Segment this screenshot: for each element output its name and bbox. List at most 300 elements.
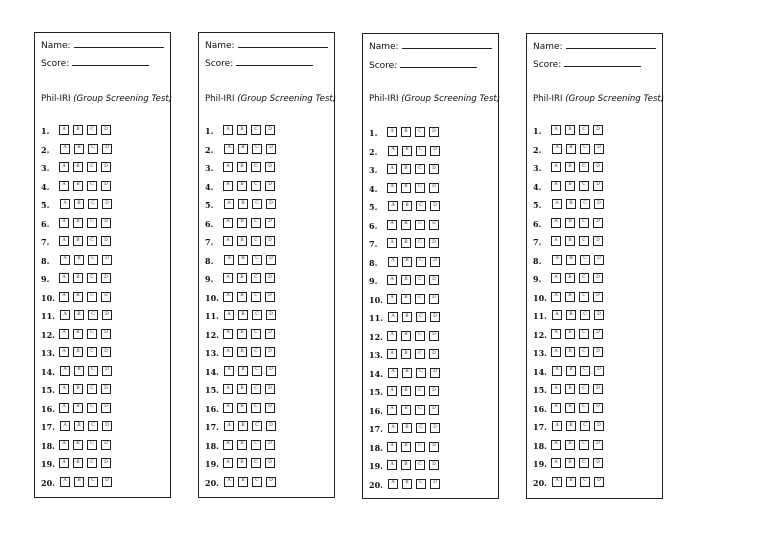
choice-bubble[interactable]: C xyxy=(580,366,590,376)
choice-bubble[interactable]: B xyxy=(73,181,83,191)
name-field[interactable] xyxy=(533,40,656,52)
choice-bubble[interactable]: C xyxy=(251,273,261,283)
choice-bubble[interactable]: C xyxy=(251,384,261,394)
score-field[interactable] xyxy=(369,59,477,71)
choice-bubble[interactable]: C xyxy=(251,236,261,246)
choice-bubble[interactable]: C xyxy=(87,384,97,394)
choice-bubble[interactable]: C xyxy=(251,440,261,450)
choice-bubble[interactable]: A xyxy=(224,310,234,320)
name-blank[interactable] xyxy=(402,40,492,49)
choice-bubble[interactable]: D xyxy=(593,292,603,302)
choice-bubble[interactable]: D xyxy=(593,181,603,191)
choice-bubble[interactable]: A xyxy=(223,329,233,339)
choice-bubble[interactable]: A xyxy=(551,181,561,191)
choice-bubble[interactable]: A xyxy=(551,218,561,228)
choice-bubble[interactable]: B xyxy=(237,292,247,302)
choice-bubble[interactable]: B xyxy=(401,460,411,470)
choice-bubble[interactable]: B xyxy=(402,368,412,378)
choice-bubble[interactable]: A xyxy=(388,312,398,322)
choice-bubble[interactable]: B xyxy=(401,183,411,193)
choice-bubble[interactable]: A xyxy=(223,292,233,302)
choice-bubble[interactable]: D xyxy=(101,347,111,357)
choice-bubble[interactable]: C xyxy=(415,127,425,137)
choice-bubble[interactable]: D xyxy=(429,386,439,396)
choice-bubble[interactable]: B xyxy=(565,384,575,394)
choice-bubble[interactable]: D xyxy=(593,273,603,283)
name-field[interactable] xyxy=(205,39,328,51)
choice-bubble[interactable]: B xyxy=(565,458,575,468)
choice-bubble[interactable]: A xyxy=(388,201,398,211)
choice-bubble[interactable]: C xyxy=(252,144,262,154)
choice-bubble[interactable]: D xyxy=(266,199,276,209)
choice-bubble[interactable]: C xyxy=(415,238,425,248)
choice-bubble[interactable]: B xyxy=(402,312,412,322)
score-field[interactable] xyxy=(205,57,313,69)
choice-bubble[interactable]: C xyxy=(580,199,590,209)
choice-bubble[interactable]: B xyxy=(237,162,247,172)
choice-bubble[interactable]: A xyxy=(387,238,397,248)
choice-bubble[interactable]: D xyxy=(429,275,439,285)
choice-bubble[interactable]: A xyxy=(223,125,233,135)
choice-bubble[interactable]: C xyxy=(415,220,425,230)
choice-bubble[interactable]: C xyxy=(415,164,425,174)
choice-bubble[interactable]: D xyxy=(594,144,604,154)
choice-bubble[interactable]: A xyxy=(224,477,234,487)
choice-bubble[interactable]: A xyxy=(60,477,70,487)
choice-bubble[interactable]: D xyxy=(266,366,276,376)
choice-bubble[interactable]: B xyxy=(565,347,575,357)
choice-bubble[interactable]: B xyxy=(401,331,411,341)
choice-bubble[interactable]: A xyxy=(60,199,70,209)
score-blank[interactable] xyxy=(564,58,641,67)
choice-bubble[interactable]: A xyxy=(387,127,397,137)
choice-bubble[interactable]: B xyxy=(238,144,248,154)
name-blank[interactable] xyxy=(74,39,164,48)
choice-bubble[interactable]: A xyxy=(551,292,561,302)
choice-bubble[interactable]: B xyxy=(238,421,248,431)
choice-bubble[interactable]: B xyxy=(73,273,83,283)
choice-bubble[interactable]: D xyxy=(593,162,603,172)
choice-bubble[interactable]: A xyxy=(387,164,397,174)
choice-bubble[interactable]: A xyxy=(223,218,233,228)
choice-bubble[interactable]: A xyxy=(223,181,233,191)
choice-bubble[interactable]: A xyxy=(551,162,561,172)
name-blank[interactable] xyxy=(566,40,656,49)
choice-bubble[interactable]: D xyxy=(430,146,440,156)
choice-bubble[interactable]: A xyxy=(552,366,562,376)
choice-bubble[interactable]: B xyxy=(401,349,411,359)
choice-bubble[interactable]: D xyxy=(101,384,111,394)
choice-bubble[interactable]: A xyxy=(387,405,397,415)
choice-bubble[interactable]: B xyxy=(237,273,247,283)
choice-bubble[interactable]: A xyxy=(59,384,69,394)
name-field[interactable] xyxy=(369,40,492,52)
choice-bubble[interactable]: A xyxy=(224,421,234,431)
choice-bubble[interactable]: A xyxy=(551,440,561,450)
choice-bubble[interactable]: D xyxy=(265,458,275,468)
score-blank[interactable] xyxy=(72,57,149,66)
choice-bubble[interactable]: D xyxy=(265,273,275,283)
choice-bubble[interactable]: D xyxy=(593,458,603,468)
choice-bubble[interactable]: B xyxy=(74,366,84,376)
choice-bubble[interactable]: D xyxy=(594,477,604,487)
choice-bubble[interactable]: D xyxy=(593,347,603,357)
choice-bubble[interactable]: A xyxy=(223,384,233,394)
choice-bubble[interactable]: D xyxy=(429,405,439,415)
choice-bubble[interactable]: B xyxy=(73,384,83,394)
choice-bubble[interactable]: A xyxy=(60,255,70,265)
choice-bubble[interactable]: A xyxy=(552,477,562,487)
choice-bubble[interactable]: D xyxy=(101,458,111,468)
choice-bubble[interactable]: D xyxy=(102,477,112,487)
choice-bubble[interactable]: C xyxy=(415,183,425,193)
choice-bubble[interactable]: D xyxy=(430,257,440,267)
choice-bubble[interactable]: D xyxy=(101,440,111,450)
choice-bubble[interactable]: B xyxy=(566,144,576,154)
choice-bubble[interactable]: B xyxy=(401,294,411,304)
choice-bubble[interactable]: D xyxy=(265,218,275,228)
choice-bubble[interactable]: B xyxy=(73,347,83,357)
name-field[interactable] xyxy=(41,39,164,51)
choice-bubble[interactable]: C xyxy=(87,292,97,302)
name-blank[interactable] xyxy=(238,39,328,48)
choice-bubble[interactable]: B xyxy=(238,255,248,265)
choice-bubble[interactable]: B xyxy=(401,275,411,285)
choice-bubble[interactable]: B xyxy=(74,310,84,320)
choice-bubble[interactable]: A xyxy=(552,199,562,209)
choice-bubble[interactable]: A xyxy=(59,181,69,191)
choice-bubble[interactable]: C xyxy=(580,310,590,320)
choice-bubble[interactable]: C xyxy=(87,347,97,357)
choice-bubble[interactable]: C xyxy=(87,181,97,191)
choice-bubble[interactable]: B xyxy=(402,201,412,211)
choice-bubble[interactable]: C xyxy=(87,329,97,339)
choice-bubble[interactable]: C xyxy=(416,257,426,267)
choice-bubble[interactable]: B xyxy=(401,220,411,230)
choice-bubble[interactable]: D xyxy=(102,255,112,265)
choice-bubble[interactable]: A xyxy=(223,458,233,468)
choice-bubble[interactable]: A xyxy=(60,144,70,154)
choice-bubble[interactable]: B xyxy=(238,366,248,376)
choice-bubble[interactable]: A xyxy=(551,273,561,283)
score-field[interactable] xyxy=(533,58,641,70)
choice-bubble[interactable]: D xyxy=(102,366,112,376)
choice-bubble[interactable]: B xyxy=(73,329,83,339)
choice-bubble[interactable]: B xyxy=(73,403,83,413)
choice-bubble[interactable]: D xyxy=(594,199,604,209)
choice-bubble[interactable]: A xyxy=(223,347,233,357)
choice-bubble[interactable]: C xyxy=(88,366,98,376)
choice-bubble[interactable]: C xyxy=(415,442,425,452)
choice-bubble[interactable]: B xyxy=(565,218,575,228)
choice-bubble[interactable]: D xyxy=(266,144,276,154)
choice-bubble[interactable]: D xyxy=(101,162,111,172)
choice-bubble[interactable]: D xyxy=(593,384,603,394)
choice-bubble[interactable]: B xyxy=(566,199,576,209)
choice-bubble[interactable]: B xyxy=(237,329,247,339)
choice-bubble[interactable]: D xyxy=(101,403,111,413)
choice-bubble[interactable]: B xyxy=(566,421,576,431)
choice-bubble[interactable]: C xyxy=(579,292,589,302)
choice-bubble[interactable]: B xyxy=(237,347,247,357)
choice-bubble[interactable]: C xyxy=(88,144,98,154)
choice-bubble[interactable]: B xyxy=(74,144,84,154)
choice-bubble[interactable]: D xyxy=(265,384,275,394)
choice-bubble[interactable]: B xyxy=(401,127,411,137)
choice-bubble[interactable]: D xyxy=(593,125,603,135)
choice-bubble[interactable]: D xyxy=(429,442,439,452)
choice-bubble[interactable]: D xyxy=(265,236,275,246)
choice-bubble[interactable]: D xyxy=(265,125,275,135)
choice-bubble[interactable]: B xyxy=(73,236,83,246)
choice-bubble[interactable]: A xyxy=(387,331,397,341)
choice-bubble[interactable]: B xyxy=(565,236,575,246)
choice-bubble[interactable]: B xyxy=(402,423,412,433)
choice-bubble[interactable]: A xyxy=(59,162,69,172)
choice-bubble[interactable]: D xyxy=(429,164,439,174)
score-field[interactable] xyxy=(41,57,149,69)
choice-bubble[interactable]: C xyxy=(251,329,261,339)
choice-bubble[interactable]: C xyxy=(87,440,97,450)
choice-bubble[interactable]: D xyxy=(265,347,275,357)
choice-bubble[interactable]: C xyxy=(251,347,261,357)
choice-bubble[interactable]: B xyxy=(238,310,248,320)
choice-bubble[interactable]: A xyxy=(388,423,398,433)
choice-bubble[interactable]: B xyxy=(237,440,247,450)
choice-bubble[interactable]: B xyxy=(237,458,247,468)
choice-bubble[interactable]: C xyxy=(579,329,589,339)
choice-bubble[interactable]: C xyxy=(415,294,425,304)
choice-bubble[interactable]: C xyxy=(580,144,590,154)
choice-bubble[interactable]: D xyxy=(430,312,440,322)
choice-bubble[interactable]: C xyxy=(88,421,98,431)
choice-bubble[interactable]: D xyxy=(101,292,111,302)
choice-bubble[interactable]: C xyxy=(579,403,589,413)
choice-bubble[interactable]: D xyxy=(430,479,440,489)
choice-bubble[interactable]: B xyxy=(566,310,576,320)
choice-bubble[interactable]: B xyxy=(237,125,247,135)
choice-bubble[interactable]: C xyxy=(580,477,590,487)
choice-bubble[interactable]: A xyxy=(551,347,561,357)
choice-bubble[interactable]: B xyxy=(74,255,84,265)
choice-bubble[interactable]: D xyxy=(265,440,275,450)
choice-bubble[interactable]: C xyxy=(579,440,589,450)
choice-bubble[interactable]: A xyxy=(224,255,234,265)
choice-bubble[interactable]: A xyxy=(223,403,233,413)
choice-bubble[interactable]: C xyxy=(579,384,589,394)
choice-bubble[interactable]: D xyxy=(429,294,439,304)
choice-bubble[interactable]: B xyxy=(566,255,576,265)
choice-bubble[interactable]: D xyxy=(102,144,112,154)
choice-bubble[interactable]: D xyxy=(429,460,439,470)
choice-bubble[interactable]: C xyxy=(579,273,589,283)
choice-bubble[interactable]: A xyxy=(551,458,561,468)
choice-bubble[interactable]: C xyxy=(579,125,589,135)
choice-bubble[interactable]: A xyxy=(60,366,70,376)
choice-bubble[interactable]: B xyxy=(73,218,83,228)
choice-bubble[interactable]: B xyxy=(565,440,575,450)
choice-bubble[interactable]: D xyxy=(101,181,111,191)
choice-bubble[interactable]: D xyxy=(594,310,604,320)
choice-bubble[interactable]: C xyxy=(580,255,590,265)
choice-bubble[interactable]: B xyxy=(237,218,247,228)
choice-bubble[interactable]: C xyxy=(87,403,97,413)
choice-bubble[interactable]: C xyxy=(415,460,425,470)
choice-bubble[interactable]: C xyxy=(579,347,589,357)
choice-bubble[interactable]: A xyxy=(551,329,561,339)
choice-bubble[interactable]: A xyxy=(59,292,69,302)
choice-bubble[interactable]: A xyxy=(388,368,398,378)
choice-bubble[interactable]: C xyxy=(415,275,425,285)
choice-bubble[interactable]: B xyxy=(73,458,83,468)
choice-bubble[interactable]: D xyxy=(429,238,439,248)
choice-bubble[interactable]: A xyxy=(60,421,70,431)
choice-bubble[interactable]: C xyxy=(87,236,97,246)
choice-bubble[interactable]: A xyxy=(551,125,561,135)
choice-bubble[interactable]: A xyxy=(388,257,398,267)
choice-bubble[interactable]: D xyxy=(594,255,604,265)
choice-bubble[interactable]: C xyxy=(579,458,589,468)
choice-bubble[interactable]: B xyxy=(73,162,83,172)
choice-bubble[interactable]: A xyxy=(387,294,397,304)
choice-bubble[interactable]: D xyxy=(593,403,603,413)
score-blank[interactable] xyxy=(400,59,477,68)
choice-bubble[interactable]: A xyxy=(59,218,69,228)
choice-bubble[interactable]: D xyxy=(266,421,276,431)
choice-bubble[interactable]: B xyxy=(565,403,575,413)
choice-bubble[interactable]: D xyxy=(266,477,276,487)
choice-bubble[interactable]: A xyxy=(552,255,562,265)
choice-bubble[interactable]: B xyxy=(565,181,575,191)
choice-bubble[interactable]: C xyxy=(87,273,97,283)
choice-bubble[interactable]: D xyxy=(101,236,111,246)
choice-bubble[interactable]: D xyxy=(429,183,439,193)
choice-bubble[interactable]: B xyxy=(238,199,248,209)
choice-bubble[interactable]: C xyxy=(252,477,262,487)
choice-bubble[interactable]: B xyxy=(237,236,247,246)
choice-bubble[interactable]: A xyxy=(223,273,233,283)
choice-bubble[interactable]: C xyxy=(252,199,262,209)
choice-bubble[interactable]: C xyxy=(415,331,425,341)
choice-bubble[interactable]: C xyxy=(87,162,97,172)
choice-bubble[interactable]: B xyxy=(565,329,575,339)
choice-bubble[interactable]: A xyxy=(224,366,234,376)
choice-bubble[interactable]: D xyxy=(101,218,111,228)
choice-bubble[interactable]: A xyxy=(59,236,69,246)
choice-bubble[interactable]: C xyxy=(416,479,426,489)
choice-bubble[interactable]: D xyxy=(594,421,604,431)
choice-bubble[interactable]: C xyxy=(416,312,426,322)
choice-bubble[interactable]: C xyxy=(251,125,261,135)
choice-bubble[interactable]: C xyxy=(416,146,426,156)
choice-bubble[interactable]: A xyxy=(387,220,397,230)
choice-bubble[interactable]: B xyxy=(565,125,575,135)
choice-bubble[interactable]: C xyxy=(579,218,589,228)
choice-bubble[interactable]: C xyxy=(251,218,261,228)
choice-bubble[interactable]: D xyxy=(429,349,439,359)
choice-bubble[interactable]: A xyxy=(223,162,233,172)
choice-bubble[interactable]: D xyxy=(593,329,603,339)
choice-bubble[interactable]: D xyxy=(101,125,111,135)
choice-bubble[interactable]: C xyxy=(88,477,98,487)
choice-bubble[interactable]: C xyxy=(416,423,426,433)
choice-bubble[interactable]: B xyxy=(402,479,412,489)
choice-bubble[interactable]: C xyxy=(251,181,261,191)
choice-bubble[interactable]: B xyxy=(74,421,84,431)
choice-bubble[interactable]: D xyxy=(593,440,603,450)
choice-bubble[interactable]: C xyxy=(252,310,262,320)
choice-bubble[interactable]: B xyxy=(74,477,84,487)
choice-bubble[interactable]: D xyxy=(593,218,603,228)
choice-bubble[interactable]: B xyxy=(73,292,83,302)
choice-bubble[interactable]: C xyxy=(88,255,98,265)
choice-bubble[interactable]: C xyxy=(579,181,589,191)
choice-bubble[interactable]: C xyxy=(580,421,590,431)
choice-bubble[interactable]: D xyxy=(102,421,112,431)
choice-bubble[interactable]: D xyxy=(429,220,439,230)
choice-bubble[interactable]: A xyxy=(387,442,397,452)
choice-bubble[interactable]: B xyxy=(565,292,575,302)
choice-bubble[interactable]: C xyxy=(251,403,261,413)
choice-bubble[interactable]: C xyxy=(251,458,261,468)
choice-bubble[interactable]: A xyxy=(224,199,234,209)
choice-bubble[interactable]: A xyxy=(551,236,561,246)
choice-bubble[interactable]: A xyxy=(223,236,233,246)
choice-bubble[interactable]: A xyxy=(387,386,397,396)
choice-bubble[interactable]: B xyxy=(401,386,411,396)
choice-bubble[interactable]: B xyxy=(565,162,575,172)
choice-bubble[interactable]: A xyxy=(59,347,69,357)
choice-bubble[interactable]: A xyxy=(387,183,397,193)
choice-bubble[interactable]: C xyxy=(579,236,589,246)
choice-bubble[interactable]: A xyxy=(387,275,397,285)
choice-bubble[interactable]: C xyxy=(251,292,261,302)
choice-bubble[interactable]: A xyxy=(551,384,561,394)
choice-bubble[interactable]: D xyxy=(265,162,275,172)
choice-bubble[interactable]: D xyxy=(265,292,275,302)
choice-bubble[interactable]: B xyxy=(566,477,576,487)
choice-bubble[interactable]: A xyxy=(59,329,69,339)
choice-bubble[interactable]: C xyxy=(415,349,425,359)
choice-bubble[interactable]: D xyxy=(265,181,275,191)
choice-bubble[interactable]: D xyxy=(429,331,439,341)
choice-bubble[interactable]: D xyxy=(430,368,440,378)
choice-bubble[interactable]: A xyxy=(59,125,69,135)
choice-bubble[interactable]: C xyxy=(87,125,97,135)
choice-bubble[interactable]: C xyxy=(87,218,97,228)
choice-bubble[interactable]: D xyxy=(430,423,440,433)
choice-bubble[interactable]: A xyxy=(223,440,233,450)
choice-bubble[interactable]: B xyxy=(401,164,411,174)
choice-bubble[interactable]: B xyxy=(237,384,247,394)
choice-bubble[interactable]: B xyxy=(566,366,576,376)
choice-bubble[interactable]: D xyxy=(429,127,439,137)
choice-bubble[interactable]: D xyxy=(265,329,275,339)
choice-bubble[interactable]: D xyxy=(101,329,111,339)
choice-bubble[interactable]: D xyxy=(101,273,111,283)
choice-bubble[interactable]: C xyxy=(252,421,262,431)
choice-bubble[interactable]: B xyxy=(73,125,83,135)
choice-bubble[interactable]: C xyxy=(415,405,425,415)
choice-bubble[interactable]: B xyxy=(401,442,411,452)
choice-bubble[interactable]: C xyxy=(416,368,426,378)
choice-bubble[interactable]: A xyxy=(388,479,398,489)
choice-bubble[interactable]: A xyxy=(388,146,398,156)
choice-bubble[interactable]: A xyxy=(552,144,562,154)
choice-bubble[interactable]: D xyxy=(102,199,112,209)
choice-bubble[interactable]: B xyxy=(238,477,248,487)
choice-bubble[interactable]: A xyxy=(59,273,69,283)
